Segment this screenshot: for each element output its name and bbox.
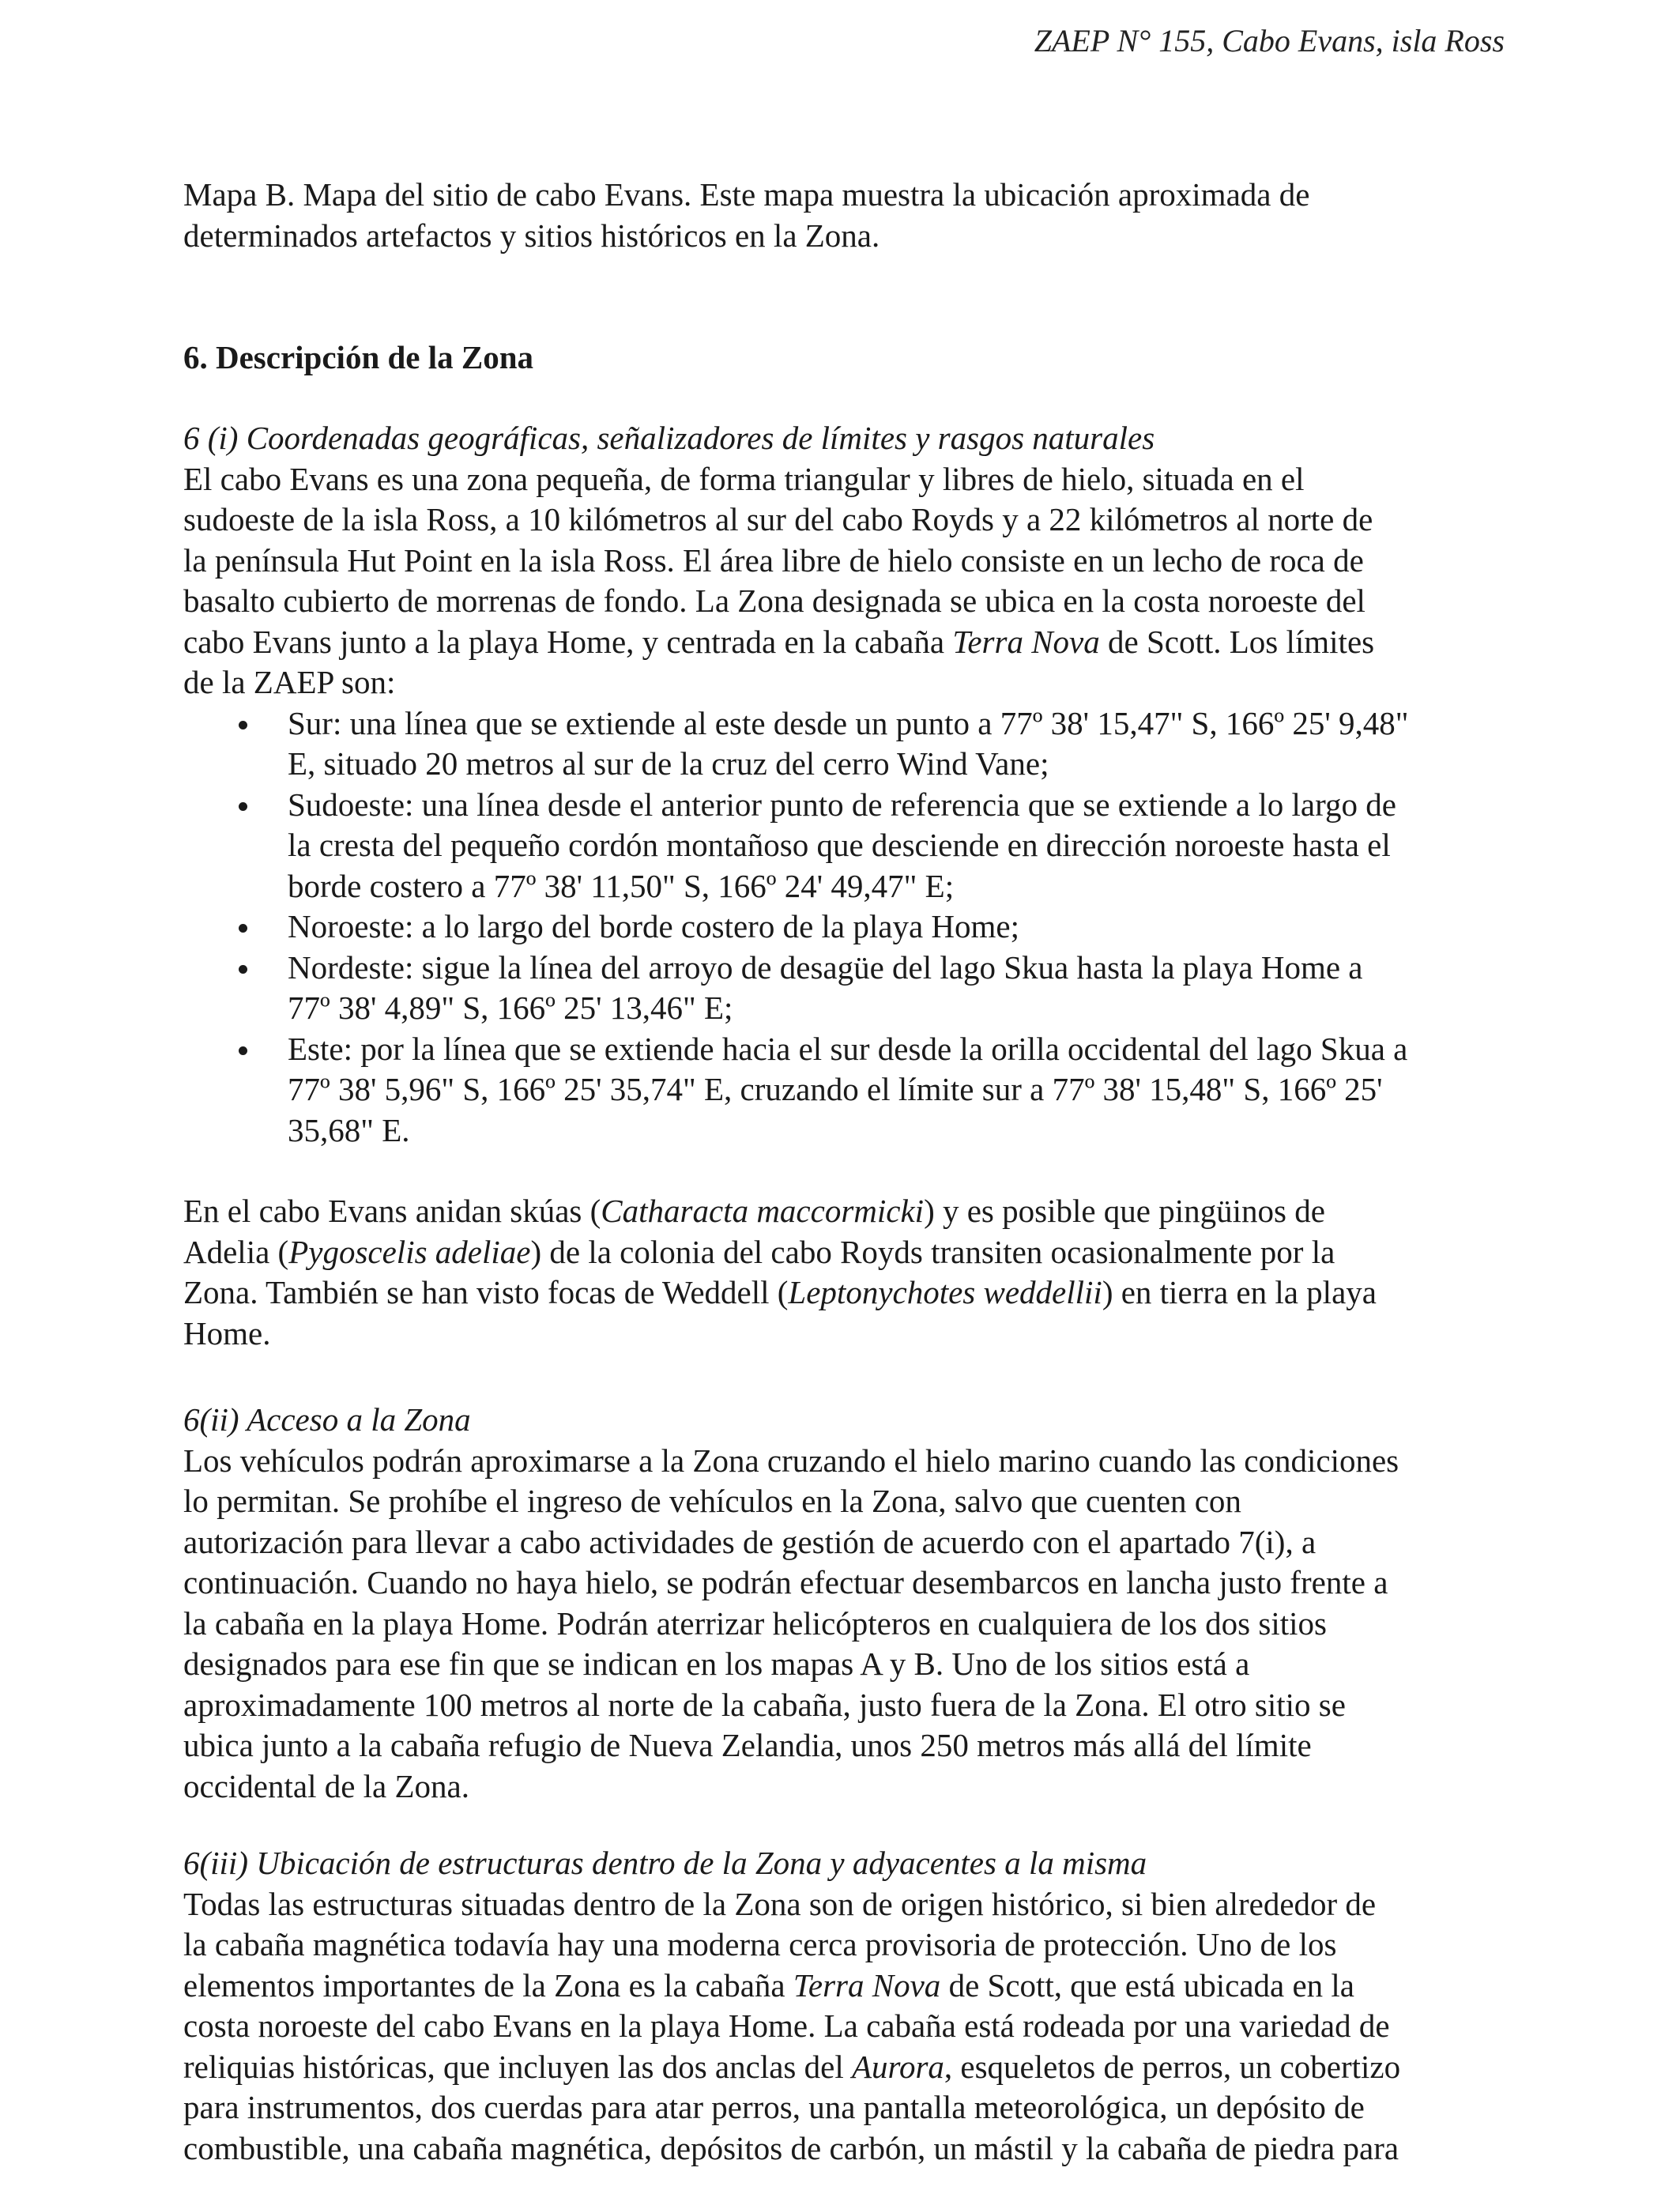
boundary-list — [183, 703, 1527, 1152]
list-item — [183, 1029, 1527, 1152]
body-line: lo permitan. Se prohíbe el ingreso de vehículos en la Zona, salvo que cuenten con — [183, 1483, 1241, 1519]
subsection-6i — [183, 418, 1527, 1354]
text-run: elementos importantes de la Zona es la cabaña — [183, 1966, 793, 2004]
text-run: En el cabo Evans anidan skúas ( — [183, 1193, 601, 1229]
list-line: Sudoeste: una línea desde el anterior punto de referencia que se extiende a lo largo de — [288, 786, 1396, 823]
body-line: aproximadamente 100 metros al norte de la cabaña, justo fuera de la Zona. El otro sitio se — [183, 1686, 1346, 1723]
text-run: de Scott. Los límites — [1099, 623, 1375, 660]
body-line: costa noroeste del cabo Evans en la playa Home. La cabaña está rodeada por una variedad de — [183, 2007, 1390, 2044]
text-run: , esqueletos de perros, un cobertizo — [944, 2048, 1401, 2085]
body-line: El cabo Evans es una zona pequeña, de forma triangular y libres de hielo, situada en el — [183, 460, 1305, 497]
italic-run: Pygoscelis adeliae — [288, 1233, 531, 1270]
caption-line: Mapa B. Mapa del sitio de cabo Evans. Este mapa muestra la ubicación aproximada de — [183, 176, 1310, 213]
italic-run: Leptonychotes weddellii — [788, 1274, 1102, 1310]
body-line — [183, 1191, 1527, 1232]
subsection-6ii — [183, 1400, 1527, 1807]
spacer — [183, 1151, 1527, 1191]
text-run: de Scott, que está ubicada en la — [940, 1966, 1355, 2004]
body-line: combustible, una cabaña magnética, depósitos de carbón, un mástil y la cabaña de piedra para — [183, 2129, 1399, 2166]
body-line: la cabaña magnética todavía hay una moderna cerca provisoria de protección. Uno de los — [183, 1926, 1337, 1962]
list-item — [183, 785, 1527, 907]
subsection-title: 6(ii) Acceso a la Zona — [183, 1401, 471, 1438]
list-line: Nordeste: sigue la línea del arroyo de desagüe del lago Skua hasta la playa Home a — [288, 948, 1363, 986]
list-item — [183, 948, 1527, 1029]
body-line — [183, 1966, 1527, 2007]
body-line: Los vehículos podrán aproximarse a la Zona cruzando el hielo marino cuando las condiciones — [183, 1442, 1399, 1479]
list-line: 35,68" E. — [288, 1111, 410, 1148]
subsection-title: 6 (i) Coordenadas geográficas, señalizadores de límites y rasgos naturales — [183, 420, 1155, 456]
subsection-title: 6(iii) Ubicación de estructuras dentro de la Zona y adyacentes a la misma — [183, 1845, 1147, 1881]
list-line: 77º 38' 4,89" S, 166º 25' 13,46" E; — [288, 990, 733, 1026]
map-caption — [183, 175, 1527, 256]
section-heading — [183, 337, 1527, 379]
list-line: la cresta del pequeño cordón montañoso que desciende en dirección noroeste hasta el — [288, 827, 1391, 863]
text-run: ) de la colonia del cabo Royds transiten ocasionalmente por la — [530, 1233, 1335, 1270]
body-line: la península Hut Point en la isla Ross. El área libre de hielo consiste en un lecho de roca de — [183, 541, 1364, 579]
body-line: la cabaña en la playa Home. Podrán aterrizar helicópteros en cualquiera de los dos sitios — [183, 1604, 1327, 1642]
running-header: ZAEP N° 155, Cabo Evans, isla Ross — [1034, 23, 1505, 58]
body-line: sudoeste de la isla Ross, a 10 kilómetros al sur del cabo Royds y a 22 kilómetros al norte de — [183, 501, 1373, 537]
list-line: Este: por la línea que se extiende hacia el sur desde la orilla occidental del lago Skua a — [288, 1030, 1408, 1067]
body-line — [183, 1272, 1527, 1314]
body-line — [183, 1232, 1527, 1273]
list-line: 77º 38' 5,96" S, 166º 25' 35,74" E, cruzando el límite sur a 77º 38' 15,48" S, 166º 25' — [288, 1071, 1383, 1107]
text-run: reliquias históricas, que incluyen las dos anclas del — [183, 2048, 852, 2085]
body-line: para instrumentos, dos cuerdas para atar perros, una pantalla meteorológica, un depósito de — [183, 2089, 1365, 2125]
body-line: designados para ese fin que se indican en los mapas A y B. Uno de los sitios está a — [183, 1646, 1250, 1682]
caption-line: determinados artefactos y sitios históricos en la Zona. — [183, 217, 880, 254]
list-line: E, situado 20 metros al sur de la cruz del cerro Wind Vane; — [288, 745, 1049, 782]
italic-run: Terra Nova — [793, 1966, 941, 2004]
list-item — [183, 907, 1527, 948]
body-line: occidental de la Zona. — [183, 1767, 469, 1804]
section-title: 6. Descripción de la Zona — [183, 339, 534, 375]
text-run: cabo Evans junto a la playa Home, y centrada en la cabaña — [183, 623, 953, 660]
subsection-6iii — [183, 1843, 1527, 2169]
body-line: ubica junto a la cabaña refugio de Nueva Zelandia, unos 250 metros más allá del límite — [183, 1727, 1312, 1763]
body-line: Todas las estructuras situadas dentro de la Zona son de origen histórico, si bien alrededor de — [183, 1885, 1377, 1922]
italic-run: Catharacta maccormicki — [601, 1193, 925, 1229]
text-run: ) en tierra en la playa — [1102, 1274, 1377, 1310]
list-item — [183, 703, 1527, 785]
body-line: de la ZAEP son: — [183, 664, 396, 700]
body-line — [183, 2047, 1527, 2088]
list-line: Noroeste: a lo largo del borde costero de la playa Home; — [288, 908, 1019, 944]
text-run: Zona. También se han visto focas de Weddell ( — [183, 1274, 789, 1310]
body-line: continuación. Cuando no haya hielo, se podrán efectuar desembarcos en lancha justo frente a — [183, 1564, 1388, 1600]
text-run: Adelia ( — [183, 1233, 289, 1270]
list-line: Sur: una línea que se extiende al este desde un punto a 77º 38' 15,47" S, 166º 25' 9,48" — [288, 704, 1409, 741]
body-line: basalto cubierto de morrenas de fondo. La Zona designada se ubica en la costa noroeste del — [183, 582, 1365, 619]
italic-run: Terra Nova — [952, 623, 1100, 660]
italic-run: Aurora — [851, 2048, 944, 2085]
body-line — [183, 622, 1527, 663]
text-run: ) y es posible que pingüinos de — [924, 1193, 1325, 1229]
body-line: autorización para llevar a cabo actividades de gestión de acuerdo con el apartado 7(i), a — [183, 1523, 1317, 1560]
body-line: Home. — [183, 1314, 271, 1351]
list-line: borde costero a 77º 38' 11,50" S, 166º 24' 49,47" E; — [288, 867, 955, 904]
